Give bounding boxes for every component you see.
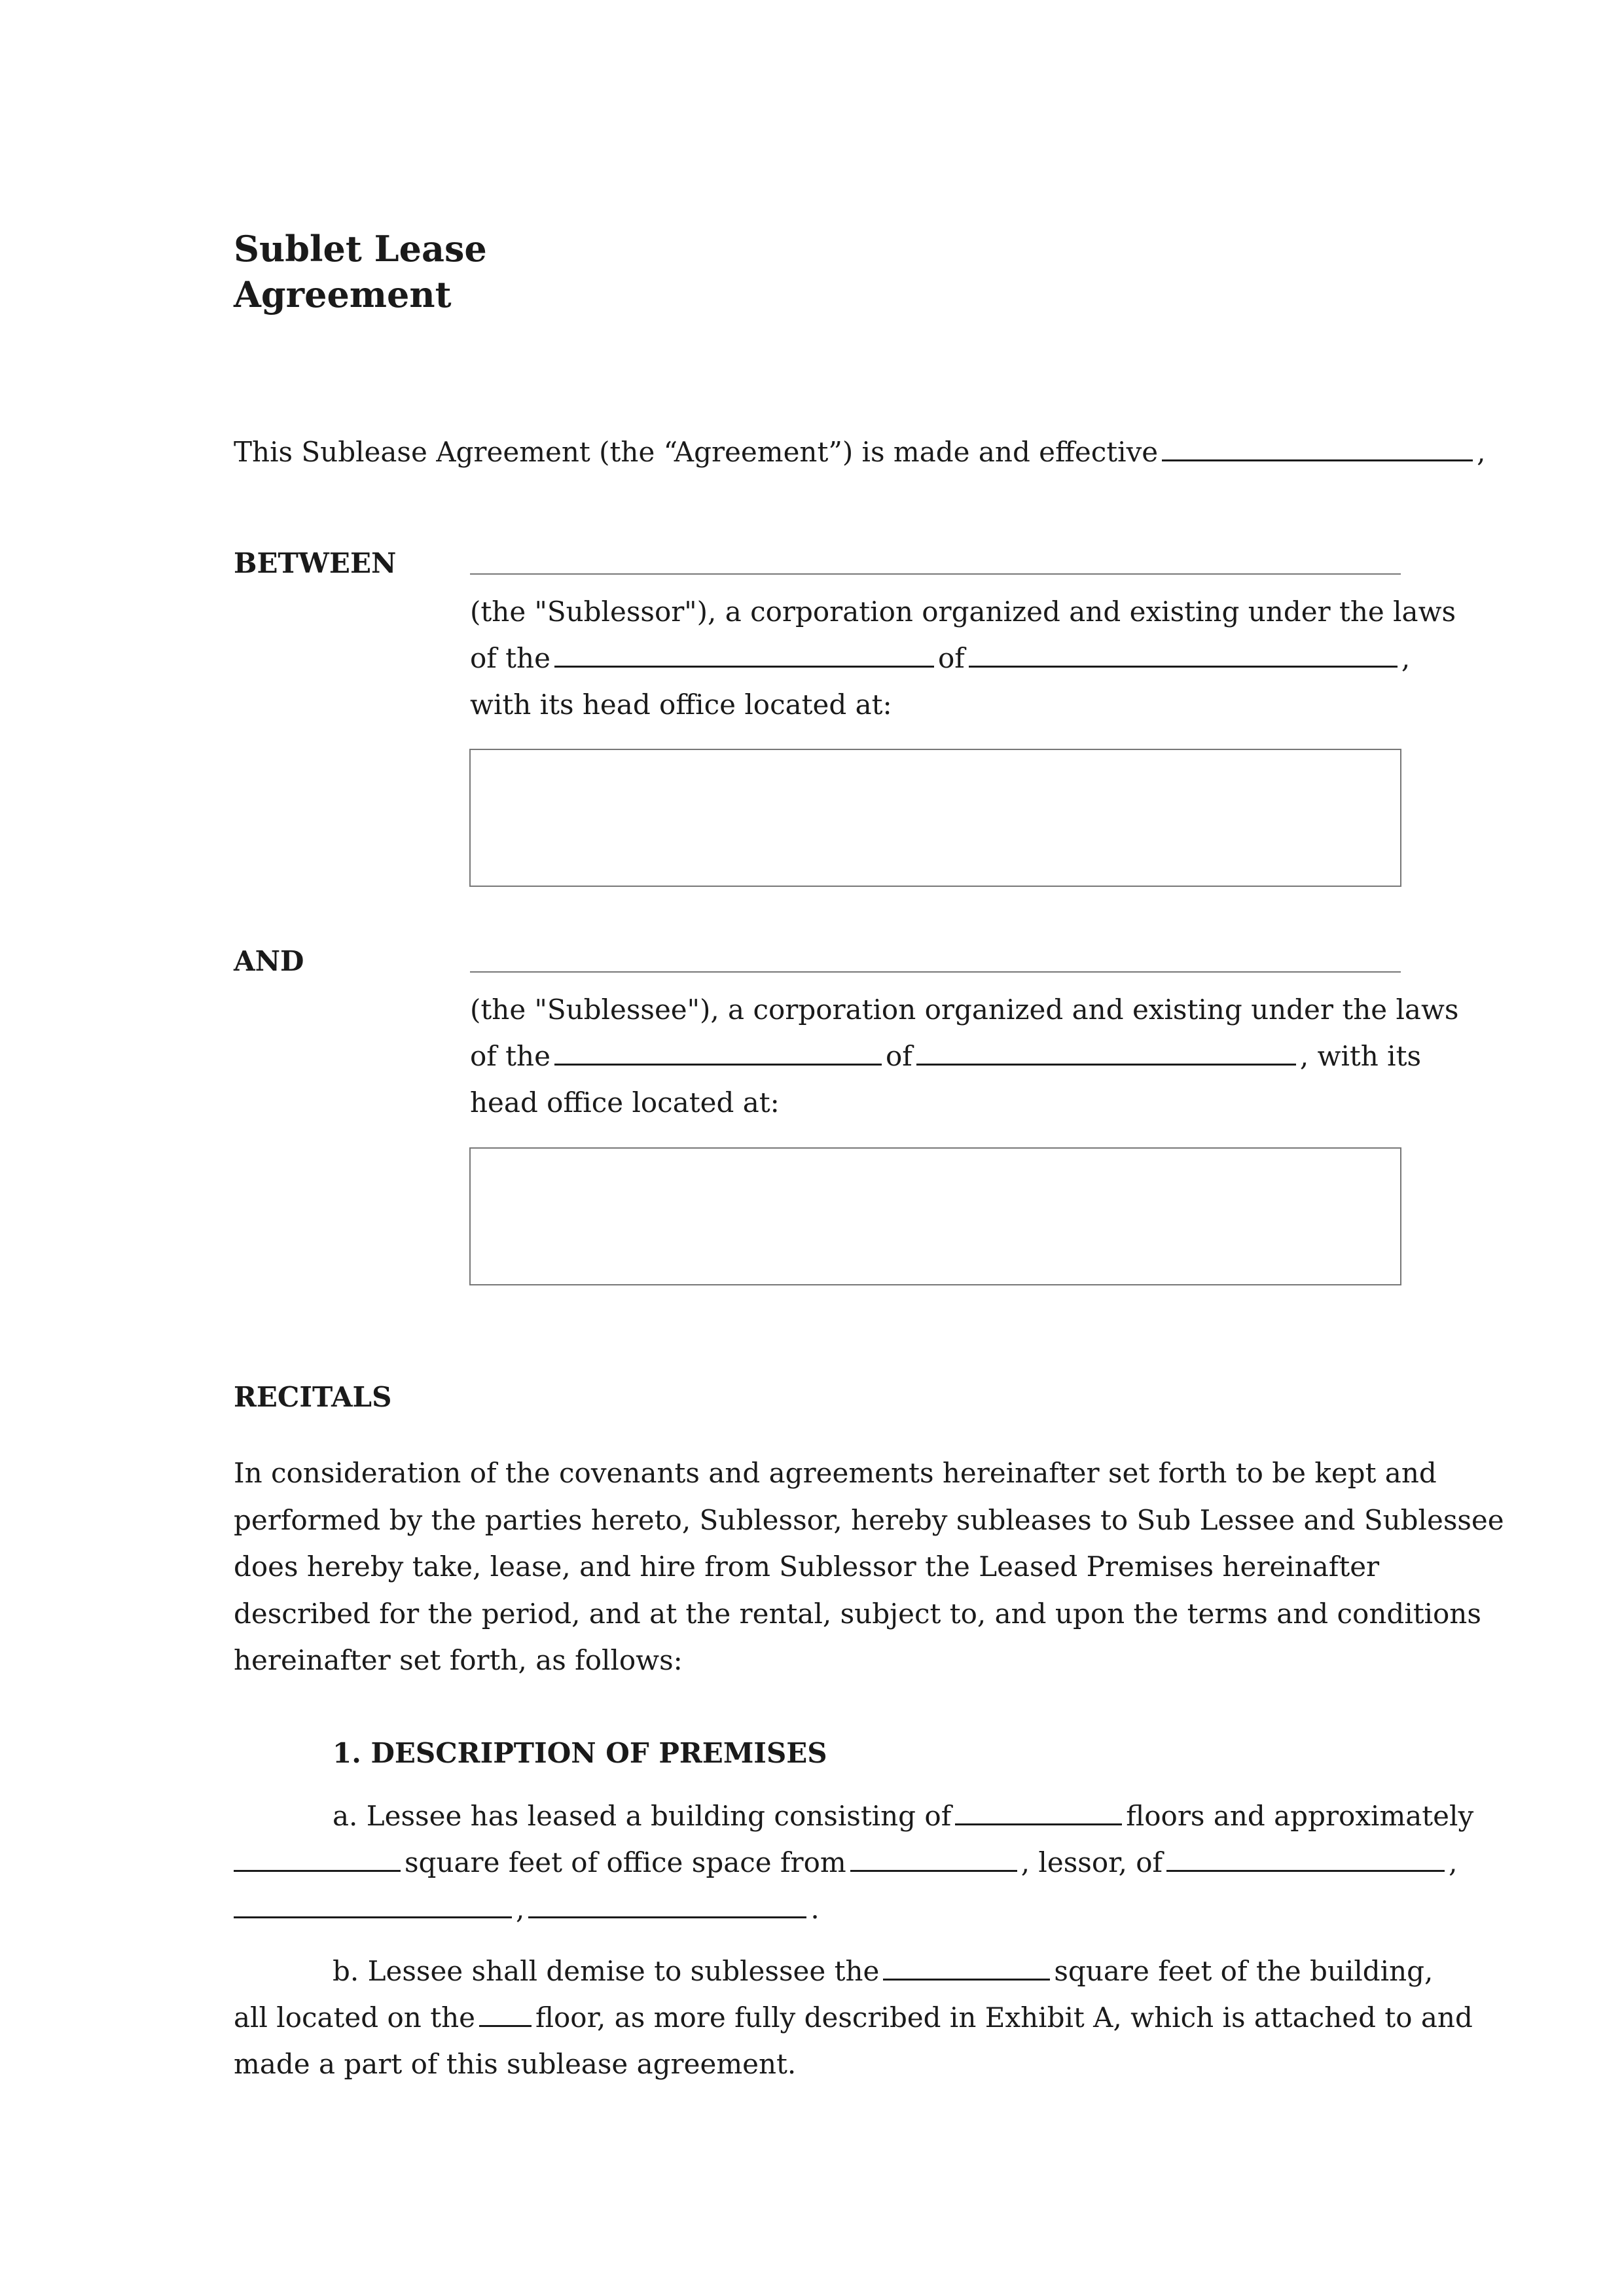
recitals-paragraph <box>234 1450 1504 1684</box>
lessor-address-blank[interactable] <box>1166 1844 1445 1872</box>
sublessor-name-line[interactable] <box>470 573 1401 575</box>
sublessor-state-blank[interactable] <box>969 639 1398 668</box>
sublessee-name-line[interactable] <box>470 971 1401 973</box>
recitals-heading: RECITALS <box>234 1381 392 1413</box>
section-1b-text-2: square feet of the building, <box>1054 1955 1434 1987</box>
document-title <box>234 226 487 317</box>
sublessor-comma: , <box>1401 642 1411 674</box>
title-line-1: Sublet Lease <box>234 228 487 270</box>
floor-number-blank[interactable] <box>479 1999 532 2027</box>
sublessee-line-3: head office located at: <box>470 1086 780 1119</box>
recitals-line: In consideration of the covenants and agreements hereinafter set forth to be kept and <box>234 1457 1437 1489</box>
sublessee-address-box[interactable] <box>469 1147 1401 1285</box>
recitals-line: hereinafter set forth, as follows: <box>234 1644 683 1676</box>
sublessee-with-its: , with its <box>1299 1040 1422 1072</box>
section-1a-text-1: a. Lessee has leased a building consisting of <box>333 1800 952 1832</box>
sublessor-line-1: (the "Sublessor"), a corporation organized and existing under the laws <box>470 596 1456 628</box>
recitals-line: described for the period, and at the rental, subject to, and upon the terms and conditions <box>234 1597 1481 1630</box>
floors-count-blank[interactable] <box>955 1797 1122 1825</box>
sublessor-line-2 <box>470 635 1410 681</box>
section-1a-period: . <box>810 1893 820 1925</box>
recitals-line: does hereby take, lease, and hire from Sublessor the Leased Premises hereinafter <box>234 1551 1380 1583</box>
intro-comma: , <box>1477 436 1486 468</box>
section-1a-text-3: square feet of office space from <box>405 1846 846 1878</box>
section-1b-text-3: all located on the <box>234 2001 475 2034</box>
intro-text: This Sublease Agreement (the “Agreement”) is made and effective <box>234 436 1159 468</box>
section-1a-text-4: , lessor, of <box>1020 1846 1163 1878</box>
sublessee-of-the: of the <box>470 1040 550 1072</box>
sublessee-state-blank[interactable] <box>916 1037 1296 1066</box>
between-heading: BETWEEN <box>234 547 397 579</box>
section-1a-line-1 <box>333 1793 1473 1839</box>
lessor-state-blank[interactable] <box>528 1890 806 1918</box>
title-line-2: Agreement <box>234 274 452 315</box>
section-1a-comma: , <box>1449 1846 1458 1878</box>
section-1a-comma-2: , <box>516 1893 525 1925</box>
section-1b-line-2 <box>234 1994 1473 2041</box>
sublessee-jurisdiction-blank[interactable] <box>554 1037 882 1066</box>
sublessee-of: of <box>885 1040 912 1072</box>
sublessee-line-1: (the "Sublessee"), a corporation organized and existing under the laws <box>470 994 1459 1026</box>
sublessor-of-the: of the <box>470 642 550 674</box>
section-1a-text-2: floors and approximately <box>1126 1800 1474 1832</box>
intro-line <box>234 429 1486 475</box>
sublessor-line-3: with its head office located at: <box>470 689 892 721</box>
section-1b-line-1 <box>333 1948 1433 1994</box>
sublessor-of: of <box>937 642 965 674</box>
demised-square-feet-blank[interactable] <box>883 1952 1050 1981</box>
sublessor-address-box[interactable] <box>469 749 1401 887</box>
section-1a-line-3 <box>234 1886 820 1932</box>
section-1b-line-3: made a part of this sublease agreement. <box>234 2048 797 2080</box>
section-1-heading: 1. DESCRIPTION OF PREMISES <box>333 1737 827 1769</box>
lessor-city-blank[interactable] <box>234 1890 512 1918</box>
sublessee-line-2 <box>470 1033 1421 1079</box>
sublessor-jurisdiction-blank[interactable] <box>554 639 934 668</box>
section-1b-text-4: floor, as more fully described in Exhibit A, which is attached to and <box>535 2001 1473 2034</box>
and-heading: AND <box>234 945 304 977</box>
lessor-name-blank[interactable] <box>850 1844 1017 1872</box>
section-1a-line-2 <box>234 1839 1457 1886</box>
effective-date-blank[interactable] <box>1162 433 1473 461</box>
square-feet-blank[interactable] <box>234 1844 401 1872</box>
recitals-line: performed by the parties hereto, Sublessor, hereby subleases to Sub Lessee and Sublessee <box>234 1503 1504 1536</box>
section-1b-text-1: b. Lessee shall demise to sublessee the <box>333 1955 880 1987</box>
